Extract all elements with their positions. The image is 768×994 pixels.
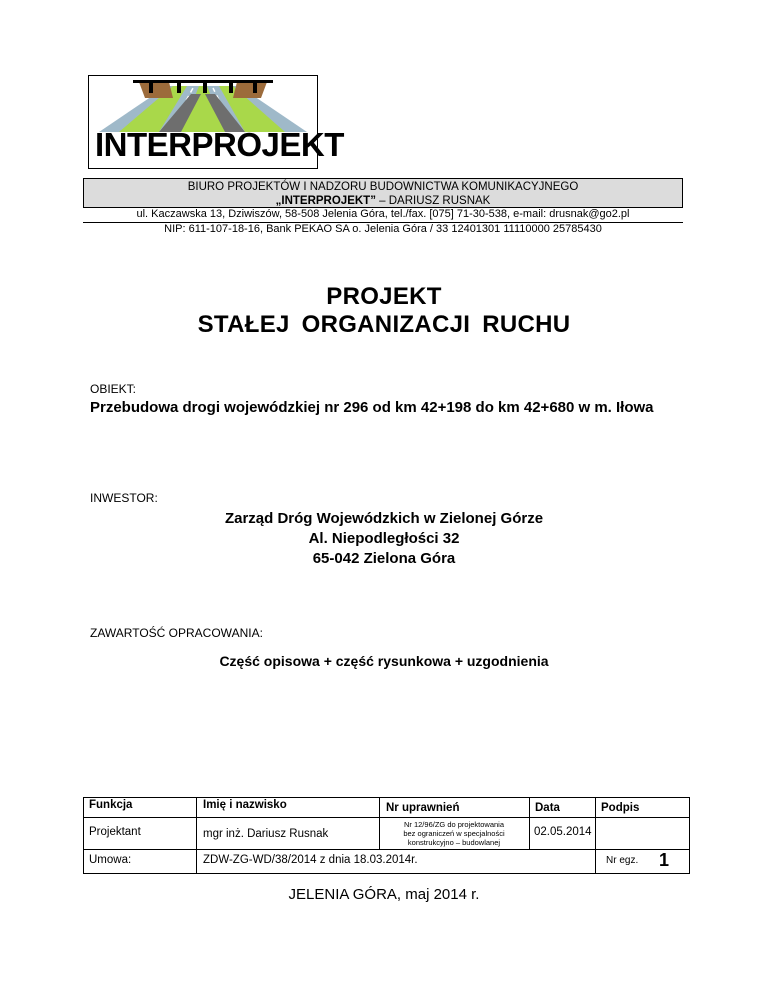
table-border-left [83,797,84,874]
table-divider-header [83,817,690,818]
inwestor-name: Zarząd Dróg Wojewódzkich w Zielonej Górze [224,510,544,527]
place-and-date: JELENIA GÓRA, maj 2014 r. [288,886,480,903]
table-col-divider [595,797,596,874]
title-line2: STAŁEJ ORGANIZACJI RUCHU [197,311,571,338]
table-col-divider [529,797,530,850]
header-funkcja: Funkcja [89,799,133,811]
company-header [83,178,683,208]
inwestor-details [0,509,768,569]
projektant-date: 02.05.2014 [534,826,592,838]
nr-egz-value: 1 [659,850,670,870]
projektant-funkcja: Projektant [89,826,141,838]
header-data: Data [535,802,560,814]
projektant-uprawnienia [381,820,527,847]
signature-table [83,797,690,874]
inwestor-street: Al. Niepodległości 32 [308,530,460,547]
header-imie-nazwisko: Imię i nazwisko [203,799,287,811]
logo-text: INTERPROJEKT [95,126,344,163]
umowa-number: ZDW-ZG-WD/38/2014 z dnia 18.03.2014r. [203,854,418,866]
uprawnienia-line3: konstrukcyjno – budowlanej [407,838,501,847]
owner-name: – DARIUSZ RUSNAK [375,195,491,207]
table-border-top [83,797,690,798]
uprawnienia-line2: bez ograniczeń w specjalności [403,829,505,838]
header-podpis: Podpis [601,802,640,814]
header-line1: BIURO PROJEKTÓW I NADZORU BUDOWNICTWA KOMUNIKACYJNEGO [187,181,579,193]
nr-egz-label: Nr egz. [606,855,639,866]
company-name: „INTERPROJEKT” [275,195,376,207]
projektant-name: mgr inż. Dariusz Rusnak [203,828,329,840]
table-divider-row [83,849,690,850]
table-border-bottom [83,873,690,874]
table-col-divider [196,797,197,874]
header-line2 [84,194,682,208]
table-border-right [689,797,690,874]
zawartosc-value: Część opisowa + część rysunkowa + uzgodnienia [219,653,549,669]
inwestor-city: 65-042 Zielona Góra [312,550,456,567]
header-nr-uprawnien: Nr uprawnień [386,802,460,814]
zawartosc-label: ZAWARTOŚĆ OPRACOWANIA: [90,626,263,640]
document-title [0,283,768,339]
inwestor-label: INWESTOR: [90,491,158,505]
obiekt-value: Przebudowa drogi wojewódzkiej nr 296 od km 42+198 do km 42+680 w m. Iłowa [90,399,654,416]
uprawnienia-line1: Nr 12/96/ZG do projektowania [403,820,505,829]
obiekt-label: OBIEKT: [90,382,137,396]
title-line1: PROJEKT [326,283,442,310]
company-address: ul. Kaczawska 13, Dziwiszów, 58-508 Jelenia Góra, tel./fax. [075] 71-30-538, e-mail: drusnak@go2.pl [83,208,683,223]
umowa-label: Umowa: [89,854,132,866]
company-nip-bank: NIP: 611-107-18-16, Bank PEKAO SA o. Jelenia Góra / 33 12401301 11110000 25785430 [164,223,602,235]
table-col-divider [379,797,380,850]
company-logo [88,75,344,169]
